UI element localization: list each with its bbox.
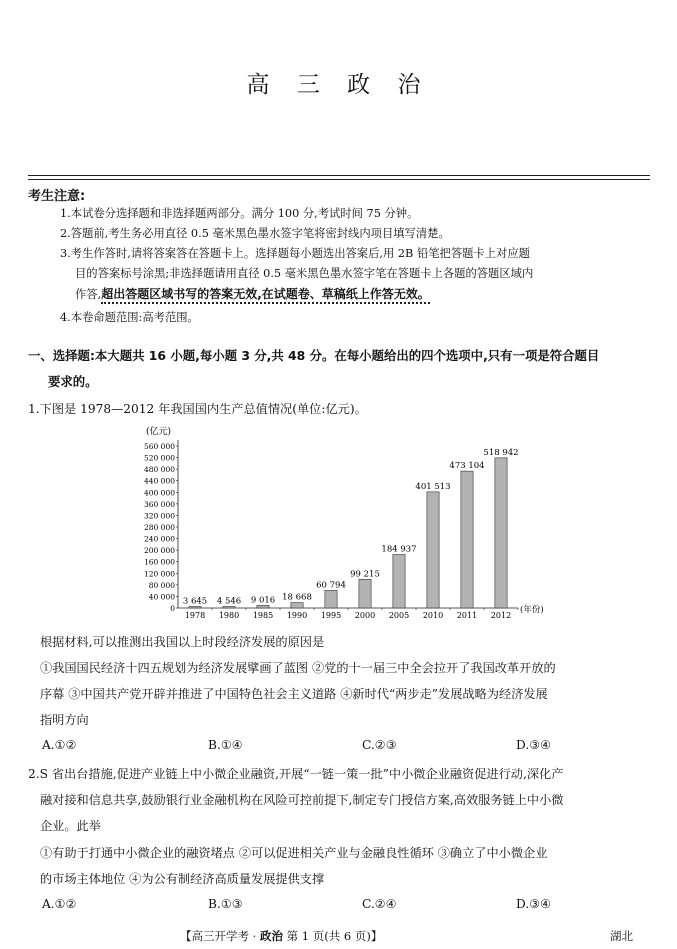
x-tick-label: 2000 [354,611,376,620]
footer-left: 【高三开学考 · [180,929,260,943]
x-tick-label: 1978 [184,611,206,620]
q1-option-c: C.②③ [362,738,397,752]
page-footer [180,928,382,944]
page-title: 高 三 政 治 [246,72,431,98]
q1-body: ①我国国民经济十四五规划为经济发展擘画了蓝图 ②党的十一届三中全会拉开了我国改革开放的 [40,661,556,675]
q2-option-c: C.②④ [362,897,397,911]
data-label: 473 104 [449,461,485,472]
q1-option-b: B.①④ [208,738,243,752]
data-label: 184 937 [381,544,417,555]
x-tick-label: 2010 [422,611,444,620]
bar [257,605,269,608]
footer-page: 第 1 页(共 6 页)】 [282,929,383,943]
notice-item: 目的答案标号涂黑;非选择题请用直径 0.5 毫米黑色墨水签字笔在答题卡上各题的答题区域内 [75,267,534,280]
x-tick-label: 1990 [286,611,308,620]
bar [189,607,201,609]
y-tick-label: 280 000 [143,523,175,532]
q2-body: 的市场主体地位 ④为公有制经济高质量发展提供支撑 [40,872,325,886]
bar [427,492,439,608]
y-tick-label: 440 000 [143,476,175,486]
q2-option-a: A.①② [42,897,77,911]
bar [359,579,371,608]
data-label: 9 016 [250,595,276,606]
q1-option-a: A.①② [42,738,77,752]
y-axis-label: (亿元) [146,427,172,437]
y-tick-label: 320 000 [143,511,175,521]
y-tick-label: 560 000 [143,442,175,451]
data-label: 99 215 [350,569,380,580]
y-tick-label: 120 000 [143,569,175,579]
x-tick-label: 2011 [456,611,478,620]
gdp-bar-chart [132,420,562,630]
notice-item-line [75,285,430,302]
x-tick-label: 1995 [320,611,342,620]
data-label: 60 794 [316,580,346,591]
bar [495,458,507,608]
bar [291,603,303,608]
bar [325,590,337,608]
q1-lead: 根据材料,可以推测出我国以上时段经济发展的原因是 [40,635,325,649]
y-tick-label: 520 000 [143,453,175,463]
q2-body: 企业。此举 [40,819,101,833]
data-label: 3 645 [182,596,208,607]
notice-item: 1.本试卷分选择题和非选择题两部分。满分 100 分,考试时间 75 分钟。 [60,207,419,220]
data-label: 518 942 [483,447,519,458]
y-tick-label: 480 000 [143,465,175,475]
x-tick-label: 2005 [388,611,410,620]
q2-body: ①有助于打通中小微企业的融资堵点 ②可以促进相关产业与金融良性循环 ③确立了中小微企业 [40,846,548,860]
notice-heading: 考生注意: [28,189,86,204]
notice-item: 作答, [75,288,102,301]
y-tick-label: 80 000 [148,580,175,590]
x-tick-label: 2012 [490,611,512,620]
bar [393,555,405,608]
bar [461,471,473,608]
section-heading-cont: 要求的。 [48,374,98,389]
notice-item: 4.本卷命题范围:高考范围。 [60,311,199,324]
notice-item: 2.答题前,考生务必用直径 0.5 毫米黑色墨水签字笔将密封线内项目填写清楚。 [60,227,450,240]
q2-body: 融对接和信息共享,鼓励银行业金融机构在风险可控前提下,制定专门授信方案,高效服务链上中小微 [40,793,564,807]
q2-option-b: B.①③ [208,897,243,911]
data-label: 401 513 [415,481,451,492]
y-tick-label: 240 000 [143,534,175,544]
bar [223,607,235,609]
q2-option-d: D.③④ [516,897,552,911]
notice-emphasis: 超出答题区域书写的答案无效,在试题卷、草稿纸上作答无效。 [101,287,430,304]
section-heading: 一、选择题:本大题共 16 小题,每小题 3 分,共 48 分。在每小题给出的四个选项中,只有一项是符合题目 [28,348,600,363]
q1-stem: 1.下图是 1978—2012 年我国国内生产总值情况(单位:亿元)。 [28,402,367,416]
y-tick-label: 200 000 [143,546,175,556]
notice-item: 3.考生作答时,请将答案答在答题卡上。选择题每小题选出答案后,用 2B 铅笔把答题卡上对应题 [60,247,530,260]
q1-body: 指明方向 [40,713,89,727]
data-label: 18 668 [282,592,312,603]
x-tick-label: 1985 [252,611,274,620]
divider [28,175,650,176]
q1-body: 序幕 ③中国共产党开辟并推进了中国特色社会主义道路 ④新时代“两步走”发展战略为经济发展 [40,687,548,701]
data-label: 4 546 [216,596,242,607]
y-tick-label: 360 000 [143,499,175,509]
x-tick-label: 1980 [218,611,240,620]
y-tick-label: 160 000 [143,557,175,567]
x-axis-label: (年份) [520,605,544,615]
q2-body: 2.S 省出台措施,促进产业链上中小微企业融资,开展“一链一策一批”中小微企业融资促进行动,深化产 [28,767,564,781]
q1-option-d: D.③④ [516,738,552,752]
footer-region: 湖北 [610,929,633,943]
y-tick-label: 40 000 [148,592,175,602]
y-tick-label: 400 000 [143,488,175,498]
footer-subject: 政治 [259,929,283,943]
divider [28,179,650,180]
y-tick-label: 0 [170,604,175,613]
